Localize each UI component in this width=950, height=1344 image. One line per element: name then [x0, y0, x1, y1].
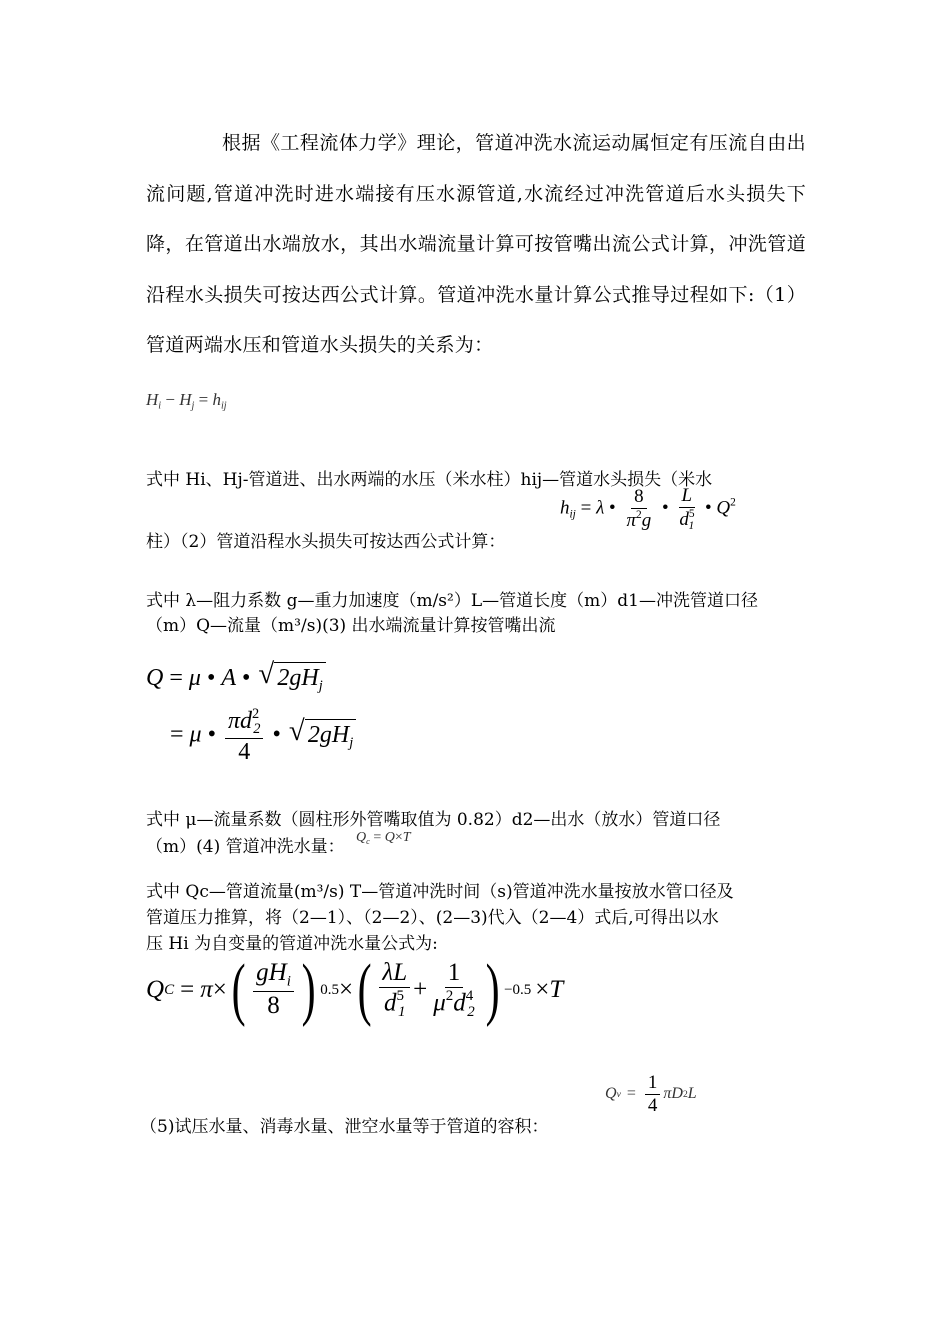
eq3-equals-2: =	[170, 721, 184, 748]
eq2-fraction-1	[623, 486, 654, 532]
eq5-den-3	[430, 988, 478, 1021]
text-block-3-line-2: （m）(4) 管道冲洗水量：	[146, 837, 345, 857]
eq1-j-subscript: j	[191, 400, 195, 412]
eq2-pi-sq: 2	[635, 508, 642, 521]
eq3-d-sub: 2	[253, 721, 261, 738]
eq1-i-subscript: i	[158, 400, 162, 412]
eq5-den-8: 8	[267, 991, 280, 1019]
text-block-1-line-1: 式中 Hi、Hj-管道进、出水两端的水压（米水柱）hij—管道水头损失（米水	[146, 470, 713, 490]
eq5-exp-2: −0.5	[504, 981, 532, 998]
text-block-5-line-1: （5)试压水量、消毒水量、泄空水量等于管道的容积：	[140, 1117, 549, 1137]
eq3-A: A	[221, 665, 237, 691]
eq3-mu-2: μ	[189, 721, 202, 748]
eq5-den-2	[381, 988, 409, 1021]
eq2-equals: =	[580, 497, 592, 519]
eq3-2g-2: 2g	[307, 721, 332, 748]
eq6-v: v	[616, 1088, 621, 1100]
eq3-j-2: j	[349, 734, 354, 751]
eq4-Q2: Q	[384, 830, 395, 845]
eq5-d1-sub: 1	[397, 1004, 406, 1021]
eq1-h-symbol: H	[146, 390, 159, 409]
eq5-num-3: 1	[445, 959, 464, 989]
equation-5: Q C = π × ( $\frac{gH_i}{8}$ ) 0.5 × ( $\frac{\lambda L}{d^5_1}$ + $\frac{1}{\mu^2d^4_2}$ ) −0.5 × T	[146, 951, 564, 1028]
eq5-exp-1: 0.5	[320, 981, 339, 998]
eq6-fraction	[645, 1072, 661, 1117]
eq3-H-2: H	[331, 721, 350, 748]
text-block-3-line-1: 式中 μ—流量系数（圆柱形外管嘴取值为 0.82）d2—出水（放水）管道口径	[146, 810, 721, 830]
eq1-ij-subscript: ij	[220, 400, 227, 412]
eq5-d2-pow: 4	[465, 988, 474, 1005]
eq3-H: H	[301, 665, 319, 691]
eq3-den-4: 4	[238, 738, 251, 765]
eq5-fraction-2	[379, 959, 410, 1022]
eq2-dot-1: •	[609, 497, 616, 519]
eq3-mu: μ	[188, 665, 201, 691]
eq5-d2: d	[453, 989, 466, 1017]
eq5-lambda: λ	[382, 958, 394, 986]
eq2-Q-sq: 2	[730, 496, 736, 509]
eq4-T: T	[402, 830, 411, 845]
eq2-d: d	[679, 508, 689, 530]
eq5-d1: d	[383, 989, 397, 1017]
text-block-4-line-3: 压 Hi 为自变量的管道冲洗水量公式为:	[146, 934, 438, 954]
eq5-L: L	[393, 958, 408, 986]
eq3-d-pow: 2	[252, 706, 260, 722]
eq5-T: T	[549, 976, 564, 1003]
equation-3-line-2	[170, 706, 356, 766]
eq3-dot-4: •	[272, 721, 281, 748]
eq2-lambda: λ	[596, 497, 605, 519]
eq2-dot-2: •	[661, 497, 669, 519]
eq2-den-2	[676, 508, 697, 533]
eq5-num-1	[253, 959, 294, 992]
eq2-den-1	[623, 509, 654, 532]
eq5-fraction-1	[253, 959, 294, 1020]
eq3-sqrt-2: √ $2gH_j$	[289, 719, 356, 752]
eq2-g: g	[641, 509, 652, 531]
eq2-num-8: 8	[631, 486, 647, 509]
eq1-hij-symbol: h	[212, 390, 221, 409]
intro-paragraph: 根据《工程流体力学》理论，管道冲洗水流运动属恒定有压流自由出流问题,管道冲洗时进水端接有压水源管道,水流经过冲洗管道后水头损失下降，在管道出水端放水，其出水端流量计算可按管嘴出流公式计算，冲洗管道沿程水头损失可按达西公式计算。管道冲洗水量计算公式推导过程如下:（1）管道两端水压和管道水头损失的关系为：	[146, 132, 806, 356]
eq5-num-2	[379, 959, 410, 989]
eq3-dot-3: •	[207, 721, 216, 748]
eq3-dot-1: •	[206, 665, 216, 691]
eq5-Q: Q	[146, 976, 165, 1003]
eq2-ij: ij	[569, 508, 576, 521]
eq4-Q: Q	[356, 830, 367, 845]
eq3-equals: =	[169, 665, 183, 691]
eq6-Q: Q	[605, 1085, 617, 1103]
eq1-minus: −	[165, 390, 175, 409]
eq6-L: L	[687, 1085, 697, 1103]
eq2-L: L	[679, 485, 696, 508]
eq2-h: h	[560, 497, 570, 519]
eq3-dot-2: •	[242, 665, 251, 691]
eq6-pi: π	[663, 1085, 672, 1103]
eq6-D-sq: 2	[682, 1088, 688, 1100]
eq3-Q: Q	[146, 665, 164, 691]
eq4-times: ×	[394, 830, 403, 845]
eq3-num	[225, 706, 263, 739]
eq6-equals: =	[626, 1085, 636, 1103]
text-block-2-line-2: （m）Q—流量（m³/s)(3) 出水端流量计算按管嘴出流	[146, 616, 556, 636]
eq4-equals: =	[373, 830, 382, 845]
eq5-i: i	[286, 973, 291, 990]
eq3-sqrt-1: √ $2gH_j$	[258, 662, 325, 695]
text-block-2-line-1: 式中 λ—阻力系数 g—重力加速度（m/s²）L—管道长度（m）d1—冲洗管道口径	[146, 591, 758, 611]
eq5-d1-pow: 5	[396, 988, 404, 1005]
eq2-fraction-2	[676, 485, 697, 533]
eq5-C: C	[164, 981, 175, 998]
eq5-pi: π	[200, 976, 213, 1003]
eq2-d-sub: 1	[688, 519, 695, 532]
eq5-times-1: ×	[212, 976, 227, 1003]
eq5-plus: +	[413, 976, 428, 1003]
eq5-d2-sub: 2	[467, 1004, 475, 1021]
eq5-mu-sq: 2	[445, 988, 454, 1005]
eq4-c: c	[366, 836, 370, 846]
eq1-h2-symbol: H	[179, 390, 192, 409]
eq3-fraction	[225, 706, 263, 766]
eq5-times-2: ×	[338, 976, 354, 1003]
eq3-j: j	[318, 678, 323, 695]
text-block-4-line-1: 式中 Qc—管道流量(m³/s) T—管道冲洗时间（s)管道冲洗水量按放水管口径及	[146, 882, 734, 902]
eq6-den-4: 4	[647, 1094, 658, 1116]
equation-1	[146, 390, 227, 412]
eq3-pid: πd	[228, 708, 253, 735]
eq3-2g: 2g	[277, 665, 302, 691]
equation-3-line-1	[146, 658, 326, 695]
eq6-num-1: 1	[645, 1072, 661, 1095]
eq5-equals: =	[180, 976, 195, 1003]
eq5-times-3: ×	[535, 976, 550, 1003]
eq2-pi: π	[626, 509, 636, 531]
eq1-equals: =	[198, 390, 209, 409]
eq5-mu: μ	[433, 989, 446, 1017]
eq5-H: H	[268, 959, 287, 987]
eq2-d-pow: 5	[688, 507, 695, 520]
eq5-g: g	[256, 959, 269, 987]
eq2-dot-3: •	[705, 497, 712, 519]
eq5-fraction-3	[430, 959, 478, 1022]
text-block-1-line-2: 柱）（2）管道沿程水头损失可按达西公式计算：	[146, 532, 506, 552]
eq6-D: D	[671, 1085, 683, 1103]
equation-4	[356, 830, 411, 846]
text-block-4-line-2: 管道压力推算，将（2—1）、（2—2）、(2—3)代入（2—4）式后,可得出以水	[146, 908, 719, 928]
equation-2	[560, 485, 736, 533]
eq2-Q: Q	[716, 497, 731, 519]
equation-6	[605, 1072, 697, 1117]
